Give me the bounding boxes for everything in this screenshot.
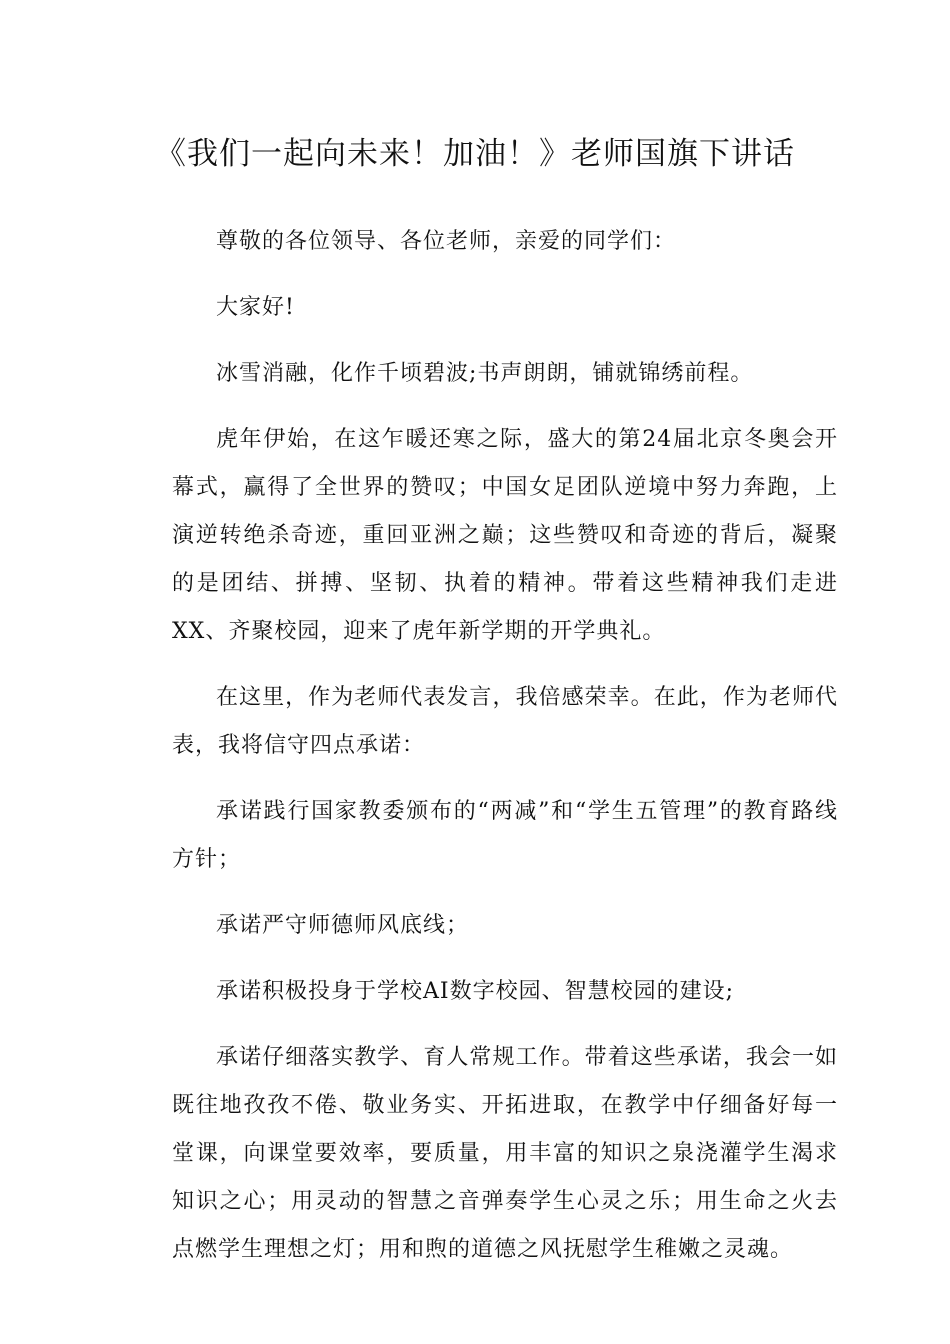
- paragraph-promise-4: 承诺仔细落实教学、育人常规工作。带着这些承诺，我会一如既往地孜孜不倦、敬业务实、开拓进取，在教学中仔细备好每一堂课，向课堂要效率，要质量，用丰富的知识之泉浇灌学生渴求知识之心；用灵动的智慧之音弹奏学生心灵之乐；用生命之火去点燃学生理想之灯；用和煦的道德之风抚慰学生稚嫩之灵魂。: [172, 1045, 838, 1262]
- document-body: [172, 218, 838, 1274]
- paragraph-promise-3: 承诺积极投身于学校AI数字校园、智慧校园的建设;: [216, 979, 734, 1004]
- paragraph-olympics: 虎年伊始，在这乍暖还寒之际，盛大的第24届北京冬奥会开幕式，赢得了全世界的赞叹；中国女足团队逆境中努力奔跑，上演逆转绝杀奇迹，重回亚洲之巅；这些赞叹和奇迹的背后，凝聚的是团结、拼搏、坚韧、执着的精神。带着这些精神我们走进XX、齐聚校园，迎来了虎年新学期的开学典礼。: [172, 427, 838, 644]
- paragraph-opening: 冰雪消融，化作千顷碧波;书声朗朗，铺就锦绣前程。: [216, 361, 754, 386]
- paragraph-hello: 大家好!: [216, 295, 295, 320]
- paragraph-promise-2: 承诺严守师德师风底线；: [216, 913, 470, 938]
- paragraph-representative: 在这里，作为老师代表发言，我倍感荣幸。在此，作为老师代表，我将信守四点承诺：: [172, 685, 838, 758]
- page-title: 《我们一起向未来！加油！》老师国旗下讲话: [155, 136, 795, 172]
- paragraph-greeting: 尊敬的各位领导、各位老师，亲爱的同学们：: [216, 229, 677, 254]
- paragraph-promise-1: 承诺践行国家教委颁布的“两减”和“学生五管理”的教育路线方针；: [172, 799, 838, 872]
